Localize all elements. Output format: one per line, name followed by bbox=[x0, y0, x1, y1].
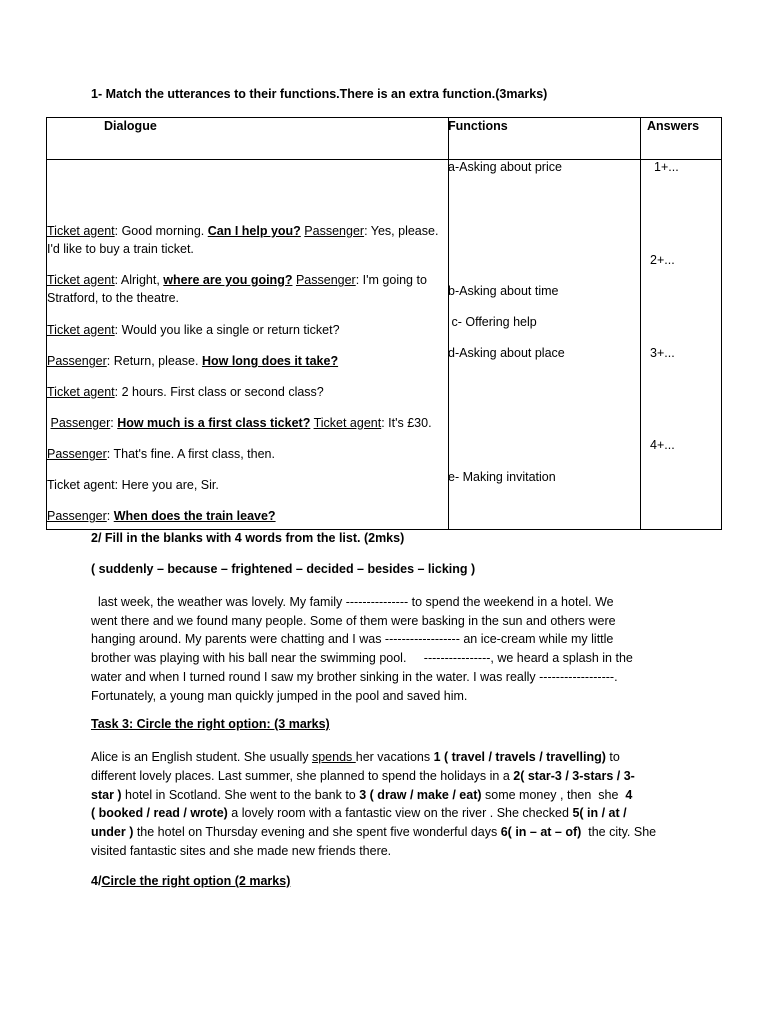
dialogue-line bbox=[47, 383, 324, 401]
dialogue-line-0-run-4: Passenger bbox=[304, 224, 365, 238]
task3-line bbox=[91, 786, 632, 804]
answer-4: 4+... bbox=[650, 438, 675, 452]
matching-table bbox=[46, 117, 722, 530]
task2-title: 2/ Fill in the blanks with 4 words from the list. (2mks) bbox=[91, 531, 405, 545]
dialogue-line-10-run-2: When does the train leave? bbox=[113, 509, 276, 523]
dialogue-line-10-run-1: : bbox=[106, 509, 114, 523]
dialogue-line-9-run-0: Ticket agent: Here you are, Sir. bbox=[47, 478, 219, 492]
function-b: b-Asking about time bbox=[448, 284, 559, 298]
task2-wordlist: ( suddenly – because – frightened – decided – besides – licking ) bbox=[91, 562, 476, 576]
dialogue-line-8-run-0: Passenger bbox=[47, 447, 107, 461]
dialogue-line bbox=[47, 222, 438, 240]
dialogue-line-4-run-0: Ticket agent bbox=[47, 323, 115, 337]
dialogue-line bbox=[47, 289, 179, 307]
dialogue-line-0-run-5: : Yes, please. bbox=[364, 224, 439, 238]
task2-line: water and when I turned round I saw my brother sinking in the water. I was really ------------------. bbox=[91, 669, 618, 684]
dialogue-line bbox=[47, 271, 427, 289]
dialogue-line-7-run-2: : bbox=[110, 416, 118, 430]
task4-number: 4/ bbox=[91, 874, 102, 888]
task3-line-2-run-0: star ) bbox=[91, 787, 122, 802]
task3-line-0-run-4: to bbox=[605, 750, 620, 764]
dialogue-line-6-run-1: : 2 hours. First class or second class? bbox=[114, 385, 324, 399]
task3-line-2-run-1: hotel in Scotland. She went to the bank to bbox=[121, 787, 360, 802]
header-dialogue: Dialogue bbox=[104, 119, 157, 133]
task3-line-4-run-0: under ) bbox=[91, 825, 134, 840]
task3-line-0-run-0: Alice is an English student. She usually bbox=[91, 750, 312, 764]
task3-line bbox=[91, 804, 627, 822]
dialogue-line bbox=[47, 445, 275, 463]
answer-1: 1+... bbox=[654, 160, 679, 174]
task3-line bbox=[91, 823, 656, 841]
dialogue-line-2-run-1: : Alright, bbox=[114, 273, 164, 287]
task2-line: hanging around. My parents were chatting and I was ------------------ an ice-cream while my little bbox=[91, 632, 614, 647]
column-divider bbox=[640, 118, 641, 529]
task3-line-0-run-2: her vacations bbox=[355, 750, 434, 764]
function-a: a-Asking about price bbox=[448, 160, 562, 174]
dialogue-line-0-run-1: : Good morning. bbox=[114, 224, 208, 238]
task3-line-4-run-2: 6( in – at – of) bbox=[500, 825, 582, 840]
dialogue-line-1-run-0: I'd like to buy a train ticket. bbox=[47, 242, 194, 256]
dialogue-line-4-run-1: : Would you like a single or return ticket? bbox=[114, 323, 340, 337]
answer-3: 3+... bbox=[650, 346, 675, 360]
task2-line: brother was playing with his ball near the swimming pool. ----------------, we heard a splash in the bbox=[91, 651, 633, 666]
task3-line bbox=[91, 842, 391, 860]
task3-line-4-run-1: the hotel on Thursday evening and she spent five wonderful days bbox=[133, 825, 501, 840]
dialogue-line-5-run-1: : Return, please. bbox=[106, 354, 202, 368]
dialogue-line-2-run-4: Passenger bbox=[295, 273, 356, 287]
dialogue-line-2-run-5: : I'm going to bbox=[355, 273, 427, 287]
dialogue-line bbox=[47, 321, 340, 339]
header-functions: Functions bbox=[448, 119, 508, 133]
dialogue-line-2-run-2: where are you going? bbox=[163, 273, 293, 287]
dialogue-line-3-run-0: Stratford, to the theatre. bbox=[47, 291, 180, 305]
header-answers: Answers bbox=[647, 119, 700, 133]
answer-2: 2+... bbox=[650, 253, 675, 267]
dialogue-line bbox=[47, 240, 194, 258]
dialogue-line-7-run-1: Passenger bbox=[50, 416, 111, 430]
task3-line-1-run-1: 2( star-3 / 3-stars / 3- bbox=[513, 768, 635, 783]
task3-line-2-run-4: 4 bbox=[625, 787, 633, 802]
function-e: e- Making invitation bbox=[448, 470, 556, 484]
dialogue-line-8-run-1: : That's fine. A first class, then. bbox=[106, 447, 275, 461]
dialogue-line bbox=[47, 352, 338, 370]
task3-line-3-run-2: 5( in / at / bbox=[572, 806, 627, 821]
task3-line-0-run-3: 1 ( travel / travels / travelling) bbox=[433, 750, 606, 764]
dialogue-line bbox=[47, 476, 219, 494]
task2-line: Fortunately, a young man quickly jumped in the pool and saved him. bbox=[91, 688, 468, 703]
function-d: d-Asking about place bbox=[448, 346, 565, 360]
task3-line-2-run-3: some money , then she bbox=[481, 787, 626, 802]
dialogue-line bbox=[47, 507, 276, 525]
task3-line-0-run-1: spends bbox=[311, 750, 356, 764]
dialogue-line-0-run-2: Can I help you? bbox=[207, 224, 301, 238]
task4-title: Circle the right option (2 marks) bbox=[101, 874, 291, 888]
dialogue-line-5-run-0: Passenger bbox=[47, 354, 107, 368]
dialogue-line-5-run-2: How long does it take? bbox=[201, 354, 339, 368]
task3-line-5-run-0: visited fantastic sites and she made new friends there. bbox=[91, 844, 392, 858]
dialogue-line-6-run-0: Ticket agent bbox=[47, 385, 115, 399]
task3-line-4-run-3: the city. She bbox=[581, 825, 657, 840]
dialogue-line-0-run-0: Ticket agent bbox=[47, 224, 115, 238]
task4-heading bbox=[91, 874, 290, 888]
task3-line bbox=[91, 748, 620, 766]
task3-line-3-run-0: ( booked / read / wrote) bbox=[91, 806, 228, 821]
header-divider bbox=[47, 159, 721, 160]
dialogue-line-10-run-0: Passenger bbox=[47, 509, 107, 523]
task1-title: 1- Match the utterances to their functions.There is an extra function.(3marks) bbox=[91, 87, 548, 101]
task2-line: went there and we found many people. Some of them were basking in the sun and others were bbox=[91, 613, 616, 628]
dialogue-line-7-run-5: Ticket agent bbox=[313, 416, 382, 430]
task3-line bbox=[91, 767, 635, 785]
task3-line-3-run-1: a lovely room with a fantastic view on the river . She checked bbox=[227, 806, 573, 821]
task3-line-2-run-2: 3 ( draw / make / eat) bbox=[359, 787, 482, 802]
dialogue-line-2-run-0: Ticket agent bbox=[47, 273, 115, 287]
dialogue-line bbox=[47, 414, 432, 432]
task3-title: Task 3: Circle the right option: (3 marks) bbox=[91, 717, 330, 731]
task3-line-1-run-0: different lovely places. Last summer, she planned to spend the holidays in a bbox=[91, 768, 514, 783]
dialogue-line-7-run-6: : It's £30. bbox=[381, 416, 432, 430]
function-c: c- Offering help bbox=[448, 315, 537, 329]
task2-line: last week, the weather was lovely. My family --------------- to spend the weekend in a hotel. We bbox=[91, 595, 614, 609]
dialogue-line-7-run-3: How much is a first class ticket? bbox=[117, 416, 311, 430]
